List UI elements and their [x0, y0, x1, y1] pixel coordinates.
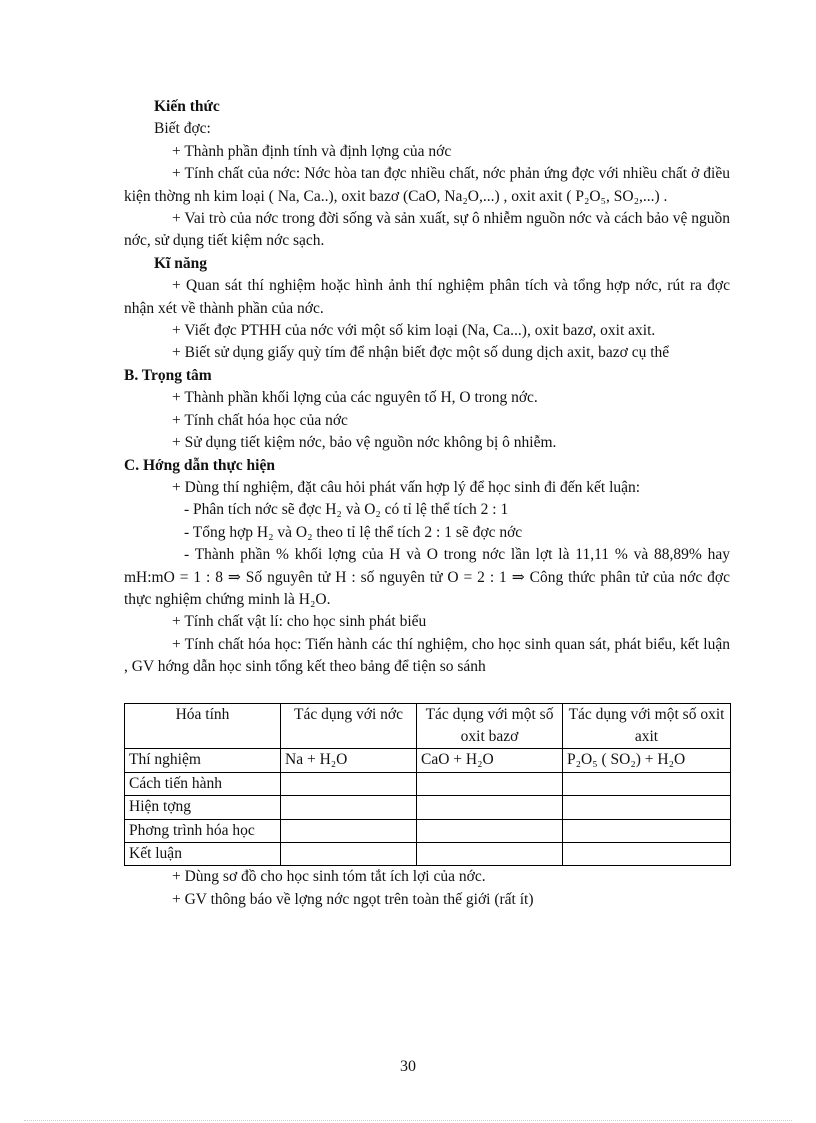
- page-number: 30: [400, 1058, 416, 1075]
- skill-item: + Quan sát thí nghiệm hoặc hình ảnh thí nghiệm phân tích và tổng hợp nớc, rút ra đợc nhận xét về thành phần của nớc.: [124, 277, 730, 317]
- chemical-properties: + Tính chất hóa học: Tiến hành các thí nghiệm, cho học sinh quan sát, phát biểu, kết luận , GV hớng dẫn học sinh tổng kết theo bảng để tiện so sánh: [124, 635, 730, 676]
- knowledge-intro: Biết đợc:: [154, 120, 211, 138]
- table-cell: [417, 843, 563, 866]
- analysis-item: - Tổng hợp H₂ và O₂ theo tỉ lệ thể tích 2 : 1 sẽ đợc nớc: [184, 523, 523, 541]
- table-cell: [281, 819, 417, 842]
- spacer: [124, 679, 730, 703]
- focus-item: + Sử dụng tiết kiệm nớc, bảo vệ nguồn nớc không bị ô nhiễm.: [172, 434, 557, 452]
- heading-skills: Kĩ năng: [154, 254, 207, 272]
- table-header: Tác dụng với một số oxit bazơ: [417, 703, 563, 749]
- table-row: [125, 772, 731, 795]
- experiment-table: [124, 703, 731, 867]
- table-header: Tác dụng với nớc: [281, 703, 417, 749]
- table-cell: [563, 843, 731, 866]
- knowledge-item: + Vai trò của nớc trong đời sống và sản xuất, sự ô nhiễm nguồn nớc và cách bảo vệ nguồn nớc, sử dụng tiết kiệm nớc sạch.: [124, 210, 730, 250]
- heading-focus: B. Trọng tâm: [124, 366, 212, 384]
- knowledge-item: + Tính chất của nớc: Nớc hòa tan đợc nhiều chất, nớc phản ứng đợc với nhiều chất ở điều kiện thờng nh kim loại ( Na, Ca..), oxit bazơ (CaO, Na₂O,...) , oxit axit ( P₂O₅, SO₂,...) .: [124, 165, 730, 205]
- table-header: Hóa tính: [125, 703, 281, 749]
- skill-item: + Biết sử dụng giấy quỳ tím để nhận biết đợc một số dung dịch axit, bazơ cụ thể: [172, 344, 670, 362]
- table-header-row: [125, 703, 731, 749]
- table-cell: Cách tiến hành: [125, 772, 281, 795]
- table-cell: Kết luận: [125, 843, 281, 866]
- table-cell: [417, 796, 563, 819]
- table-cell: Na + H₂O: [281, 749, 417, 772]
- focus-item: + Tính chất hóa học của nớc: [172, 411, 348, 429]
- after-table-item: + GV thông báo về lợng nớc ngọt trên toàn thế giới (rất ít): [172, 890, 534, 908]
- table-cell: Hiện tợng: [125, 796, 281, 819]
- document-page: [124, 96, 730, 911]
- guidance-intro: + Dùng thí nghiệm, đặt câu hỏi phát vấn hợp lý để học sinh đi đến kết luận:: [172, 478, 641, 496]
- physical-properties: + Tính chất vật lí: cho học sinh phát biểu: [172, 613, 427, 631]
- analysis-item: - Phân tích nớc sẽ đợc H₂ và O₂ có tỉ lệ thể tích 2 : 1: [184, 501, 509, 519]
- table-row: [125, 796, 731, 819]
- table-cell: Thí nghiệm: [125, 749, 281, 772]
- table-row: [125, 843, 731, 866]
- table-cell: [281, 843, 417, 866]
- heading-guidance: C. Hớng dẫn thực hiện: [124, 456, 275, 474]
- analysis-item: - Thành phần % khối lợng của H và O trong nớc lần lợt là 11,11 % và 88,89% hay mH:mO = 1 : 8 ⇒ Số nguyên tử H : số nguyên tử O = 2 : 1 ⇒ Công thức phân tử của nớc đợc thực nghiệm chứng minh là H₂O.: [124, 546, 730, 608]
- table-cell: [417, 819, 563, 842]
- after-table-item: + Dùng sơ đồ cho học sinh tóm tắt ích lợi của nớc.: [172, 868, 486, 886]
- table-cell: [563, 796, 731, 819]
- table-cell: [563, 819, 731, 842]
- table-cell: [417, 772, 563, 795]
- table-header: Tác dụng với một số oxit axit: [563, 703, 731, 749]
- table-cell: CaO + H₂O: [417, 749, 563, 772]
- heading-knowledge: Kiến thức: [154, 98, 220, 115]
- knowledge-item: + Thành phần định tính và định lợng của nớc: [172, 142, 452, 160]
- table-cell: Phơng trình hóa học: [125, 819, 281, 842]
- skill-item: + Viết đợc PTHH của nớc với một số kim loại (Na, Ca...), oxit bazơ, oxit axit.: [172, 322, 656, 340]
- focus-item: + Thành phần khối lợng của các nguyên tố H, O trong nớc.: [172, 389, 538, 407]
- table-cell: P₂O₅ ( SO₂) + H₂O: [563, 749, 731, 772]
- bottom-divider: [24, 1120, 792, 1121]
- table-cell: [563, 772, 731, 795]
- table-row: [125, 819, 731, 842]
- table-row: [125, 749, 731, 772]
- table-cell: [281, 772, 417, 795]
- table-cell: [281, 796, 417, 819]
